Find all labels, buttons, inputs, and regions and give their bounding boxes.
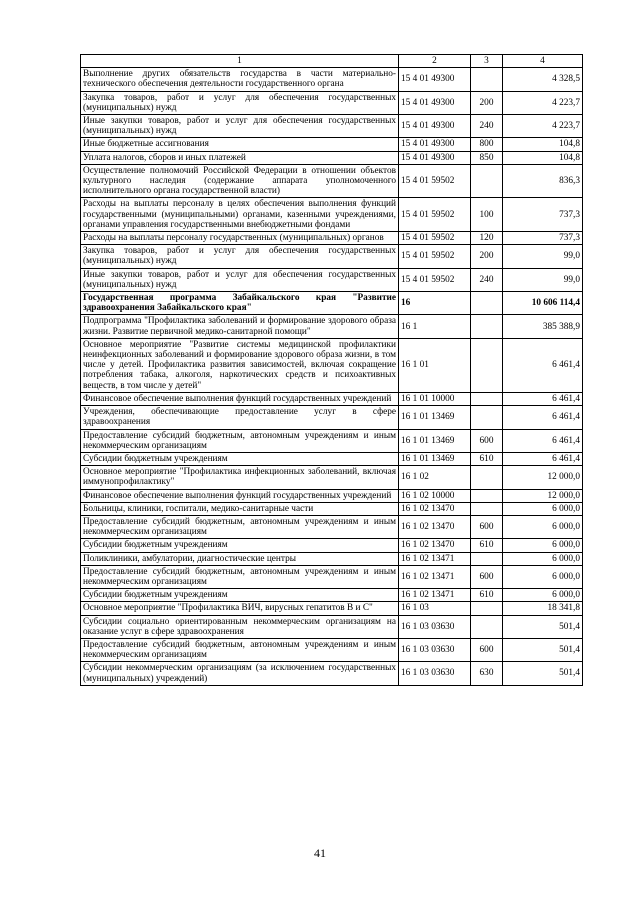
row-code: 15 4 01 59502 (399, 232, 471, 245)
row-amount: 6 000,0 (503, 589, 583, 602)
header-col-1: 1 (81, 55, 399, 68)
row-description: Закупка товаров, работ и услуг для обеспечения государственных (муниципальных) нужд (81, 245, 399, 268)
row-amount: 6 000,0 (503, 539, 583, 552)
table-row (81, 565, 583, 588)
table-row (81, 315, 583, 338)
table-row (81, 91, 583, 114)
row-amount: 104,8 (503, 138, 583, 151)
table-row (81, 452, 583, 465)
row-amount: 836,3 (503, 164, 583, 198)
row-expense-type: 610 (471, 589, 503, 602)
row-description: Финансовое обеспечение выполнения функций государственных учреждений (81, 489, 399, 502)
row-expense-type: 850 (471, 151, 503, 164)
row-code: 16 (399, 292, 471, 315)
row-code: 16 1 02 13471 (399, 552, 471, 565)
row-description: Основное мероприятие "Развитие системы медицинской профилактики неинфекционных заболеваний и формирование здорового образа жизни, в том числе у детей. Профилактика развития зависимостей, включая сокращение потребления табака, алкоголя, наркотических средств и психоактивных веществ, в том числе у детей" (81, 338, 399, 392)
row-code: 15 4 01 49300 (399, 68, 471, 91)
row-description: Субсидии некоммерческим организациям (за исключением государственных (муниципальных) учреждений) (81, 662, 399, 685)
row-code: 16 1 03 (399, 602, 471, 615)
row-code: 16 1 02 13471 (399, 565, 471, 588)
row-amount: 385 388,9 (503, 315, 583, 338)
row-description: Предоставление субсидий бюджетным, автономным учреждениям и иным некоммерческим организациям (81, 515, 399, 538)
row-amount: 501,4 (503, 638, 583, 661)
row-code: 16 1 02 13470 (399, 539, 471, 552)
row-expense-type: 600 (471, 429, 503, 452)
row-amount: 6 461,4 (503, 338, 583, 392)
row-description: Уплата налогов, сборов и иных платежей (81, 151, 399, 164)
row-amount: 4 223,7 (503, 115, 583, 138)
table-row (81, 489, 583, 502)
row-code: 16 1 02 13470 (399, 515, 471, 538)
table-row (81, 245, 583, 268)
row-amount: 6 461,4 (503, 406, 583, 429)
table-row (81, 615, 583, 638)
row-expense-type (471, 552, 503, 565)
table-row (81, 268, 583, 291)
table-row (81, 466, 583, 489)
row-amount: 99,0 (503, 245, 583, 268)
row-expense-type (471, 338, 503, 392)
row-description: Больницы, клиники, госпитали, медико-санитарные части (81, 502, 399, 515)
row-amount: 12 000,0 (503, 466, 583, 489)
row-amount: 18 341,8 (503, 602, 583, 615)
row-amount: 6 461,4 (503, 392, 583, 405)
row-expense-type: 600 (471, 638, 503, 661)
row-expense-type (471, 406, 503, 429)
row-amount: 10 606 114,4 (503, 292, 583, 315)
row-description: Иные закупки товаров, работ и услуг для обеспечения государственных (муниципальных) нужд (81, 115, 399, 138)
row-code: 15 4 01 49300 (399, 91, 471, 114)
row-description: Финансовое обеспечение выполнения функций государственных учреждений (81, 392, 399, 405)
row-amount: 104,8 (503, 151, 583, 164)
row-amount: 501,4 (503, 662, 583, 685)
row-code: 15 4 01 59502 (399, 198, 471, 232)
row-description: Поликлиники, амбулатории, диагностические центры (81, 552, 399, 565)
table-row (81, 502, 583, 515)
row-expense-type (471, 602, 503, 615)
row-expense-type: 600 (471, 515, 503, 538)
table-row (81, 151, 583, 164)
row-expense-type: 200 (471, 245, 503, 268)
table-row (81, 115, 583, 138)
row-expense-type (471, 164, 503, 198)
table-row (81, 429, 583, 452)
row-description: Учреждения, обеспечивающие предоставление услуг в сфере здравоохранения (81, 406, 399, 429)
row-code: 16 1 03 03630 (399, 662, 471, 685)
row-description: Государственная программа Забайкальского края "Развитие здравоохранения Забайкальского края" (81, 292, 399, 315)
row-description: Субсидии бюджетным учреждениям (81, 452, 399, 465)
row-expense-type (471, 392, 503, 405)
row-description: Основное мероприятие "Профилактика инфекционных заболеваний, включая иммунопрофилактику" (81, 466, 399, 489)
table-row (81, 552, 583, 565)
table-row (81, 292, 583, 315)
row-description: Расходы на выплаты персоналу в целях обеспечения выполнения функций государственными (муниципальными) органами, казенными учреждениями, органами управления государственными внебюджетными фондами (81, 198, 399, 232)
row-description: Иные бюджетные ассигнования (81, 138, 399, 151)
row-code: 16 1 03 03630 (399, 638, 471, 661)
row-code: 16 1 02 10000 (399, 489, 471, 502)
row-code: 16 1 01 (399, 338, 471, 392)
row-code: 16 1 03 03630 (399, 615, 471, 638)
row-expense-type: 610 (471, 539, 503, 552)
row-amount: 6 000,0 (503, 515, 583, 538)
row-code: 15 4 01 59502 (399, 164, 471, 198)
header-col-4: 4 (503, 55, 583, 68)
row-amount: 4 328,5 (503, 68, 583, 91)
row-code: 15 4 01 49300 (399, 138, 471, 151)
row-description: Выполнение других обязательств государства в части материально-технического обеспечения деятельности государственного органа (81, 68, 399, 91)
row-amount: 6 461,4 (503, 429, 583, 452)
page-number: 41 (314, 846, 326, 860)
row-amount: 501,4 (503, 615, 583, 638)
row-expense-type: 630 (471, 662, 503, 685)
table-row (81, 539, 583, 552)
table-row (81, 392, 583, 405)
row-code: 16 1 (399, 315, 471, 338)
row-amount: 737,3 (503, 232, 583, 245)
row-description: Предоставление субсидий бюджетным, автономным учреждениям и иным некоммерческим организациям (81, 565, 399, 588)
table-row (81, 68, 583, 91)
table-row (81, 164, 583, 198)
row-expense-type: 200 (471, 91, 503, 114)
row-description: Иные закупки товаров, работ и услуг для обеспечения государственных (муниципальных) нужд (81, 268, 399, 291)
row-description: Основное мероприятие "Профилактика ВИЧ, вирусных гепатитов В и С" (81, 602, 399, 615)
row-code: 16 1 01 13469 (399, 406, 471, 429)
row-code: 16 1 01 13469 (399, 452, 471, 465)
row-expense-type: 120 (471, 232, 503, 245)
table-row (81, 589, 583, 602)
table-row (81, 232, 583, 245)
table-row (81, 138, 583, 151)
row-expense-type (471, 315, 503, 338)
row-description: Подпрограмма "Профилактика заболеваний и формирование здорового образа жизни. Развитие первичной медико-санитарной помощи" (81, 315, 399, 338)
header-col-3: 3 (471, 55, 503, 68)
row-code: 16 1 01 10000 (399, 392, 471, 405)
budget-table (80, 54, 583, 686)
row-description: Субсидии социально ориентированным некоммерческим организациям на оказание услуг в сфере здравоохранения (81, 615, 399, 638)
row-amount: 99,0 (503, 268, 583, 291)
header-col-2: 2 (399, 55, 471, 68)
row-expense-type: 240 (471, 268, 503, 291)
row-amount: 6 000,0 (503, 565, 583, 588)
row-expense-type: 600 (471, 565, 503, 588)
row-expense-type: 610 (471, 452, 503, 465)
row-expense-type (471, 502, 503, 515)
table-row (81, 638, 583, 661)
row-description: Осуществление полномочий Российской Федерации в отношении объектов культурного наследия (содержание аппарата уполномоченного исполнительного органа государственной власти) (81, 164, 399, 198)
row-amount: 737,3 (503, 198, 583, 232)
row-amount: 6 000,0 (503, 552, 583, 565)
table-row (81, 602, 583, 615)
table-body (81, 55, 583, 686)
row-code: 15 4 01 49300 (399, 115, 471, 138)
row-description: Закупка товаров, работ и услуг для обеспечения государственных (муниципальных) нужд (81, 91, 399, 114)
row-expense-type: 100 (471, 198, 503, 232)
row-description: Предоставление субсидий бюджетным, автономным учреждениям и иным некоммерческим организациям (81, 638, 399, 661)
row-expense-type: 800 (471, 138, 503, 151)
row-amount: 6 000,0 (503, 502, 583, 515)
row-code: 15 4 01 59502 (399, 268, 471, 291)
row-amount: 4 223,7 (503, 91, 583, 114)
table-row (81, 198, 583, 232)
row-code: 16 1 02 13470 (399, 502, 471, 515)
row-description: Предоставление субсидий бюджетным, автономным учреждениям и иным некоммерческим организациям (81, 429, 399, 452)
row-expense-type: 240 (471, 115, 503, 138)
row-code: 16 1 01 13469 (399, 429, 471, 452)
row-expense-type (471, 489, 503, 502)
row-amount: 6 461,4 (503, 452, 583, 465)
row-expense-type (471, 466, 503, 489)
row-expense-type (471, 615, 503, 638)
row-amount: 12 000,0 (503, 489, 583, 502)
row-expense-type (471, 292, 503, 315)
table-row (81, 338, 583, 392)
row-code: 16 1 02 (399, 466, 471, 489)
table-row (81, 662, 583, 685)
table-row (81, 515, 583, 538)
row-code: 15 4 01 59502 (399, 245, 471, 268)
row-description: Субсидии бюджетным учреждениям (81, 589, 399, 602)
row-code: 15 4 01 49300 (399, 151, 471, 164)
row-expense-type (471, 68, 503, 91)
row-description: Расходы на выплаты персоналу государственных (муниципальных) органов (81, 232, 399, 245)
row-description: Субсидии бюджетным учреждениям (81, 539, 399, 552)
table-header-row (81, 55, 583, 68)
row-code: 16 1 02 13471 (399, 589, 471, 602)
table-row (81, 406, 583, 429)
